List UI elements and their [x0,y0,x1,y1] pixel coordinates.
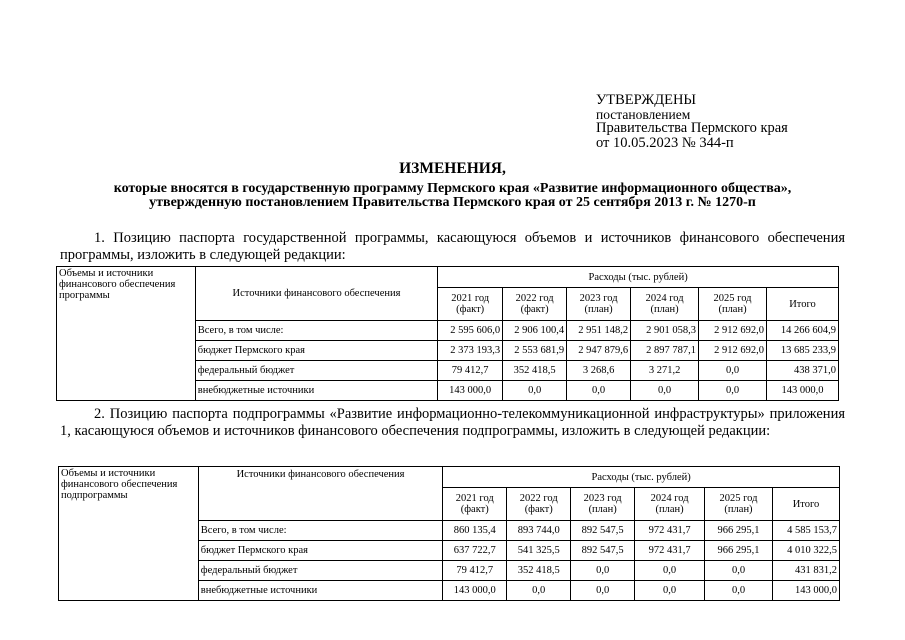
document-subtitle [60,182,845,210]
total-header: Итого [772,488,839,521]
expenses-header: Расходы (тыс. рублей) [438,267,839,288]
table-row: федеральный бюджет 79 412,7 352 418,5 0,0 0,0 0,0 431 831,2 [59,561,840,581]
approval-heading: УТВЕРЖДЕНЫ [596,92,697,108]
paragraph-2-text: 2. Позицию паспорта подпрограммы «Развитие информационно-телекоммуникационной инфраструктуры» приложения 1, касающуюся объемов и источников финансового обеспечения подпрограммы, изложить в следующей редакции: [60,406,845,439]
year-header: 2025 год (план) [705,488,773,521]
table-row: бюджет Пермского края 2 373 193,3 2 553 681,9 2 947 879,6 2 897 787,1 2 912 692,0 13 685 233,9 [57,341,839,361]
subtitle-line: которые вносятся в государственную программу Пермского края «Развитие информационного общества», [113,181,792,196]
financing-table-program [56,266,839,401]
approval-line: постановлением [596,107,691,122]
table-row: федеральный бюджет 79 412,7 352 418,5 3 268,6 3 271,2 0,0 438 371,0 [57,361,839,381]
approval-date: от 10.05.2023 № 344-п [596,135,734,151]
sources-header: Источники финансового обеспечения [198,467,443,521]
year-header: 2022 год (факт) [503,288,567,321]
expenses-header: Расходы (тыс. рублей) [443,467,840,488]
year-header: 2025 год (план) [699,288,767,321]
table-row: внебюджетные источники 143 000,0 0,0 0,0 0,0 0,0 143 000,0 [59,581,840,601]
year-header: 2021 год (факт) [443,488,507,521]
year-header: 2023 год (план) [567,288,631,321]
year-header: 2024 год (план) [635,488,705,521]
approval-stamp [596,93,788,151]
year-header: 2021 год (факт) [438,288,503,321]
paragraph-2 [60,406,845,440]
year-header: 2022 год (факт) [507,488,571,521]
table-label: Объемы и источники финансового обеспечения подпрограммы [59,467,199,601]
paragraph-1 [60,230,845,264]
document-title: ИЗМЕНЕНИЯ, [399,160,506,177]
table-row: бюджет Пермского края 637 722,7 541 325,5 892 547,5 972 431,7 966 295,1 4 010 322,5 [59,541,840,561]
financing-table-subprogram [58,466,840,601]
sources-header: Источники финансового обеспечения [195,267,437,321]
year-header: 2023 год (план) [571,488,635,521]
table-row: Всего, в том числе: 860 135,4 893 744,0 892 547,5 972 431,7 966 295,1 4 585 153,7 [59,521,840,541]
table-row: внебюджетные источники 143 000,0 0,0 0,0 0,0 0,0 143 000,0 [57,381,839,401]
paragraph-1-text: 1. Позицию паспорта государственной программы, касающуюся объемов и источников финансового обеспечения программы, изложить в следующей редакции: [60,230,845,263]
subtitle-line: утвержденную постановлением Правительства Пермского края от 25 сентября 2013 г. № 1270-п [149,195,756,210]
table-label: Объемы и источники финансового обеспечения программы [57,267,196,401]
year-header: 2024 год (план) [631,288,699,321]
approval-line: Правительства Пермского края [596,120,788,136]
total-header: Итого [767,288,839,321]
table-row: Всего, в том числе: 2 595 606,0 2 906 100,4 2 951 148,2 2 901 058,3 2 912 692,0 14 266 604,9 [57,321,839,341]
